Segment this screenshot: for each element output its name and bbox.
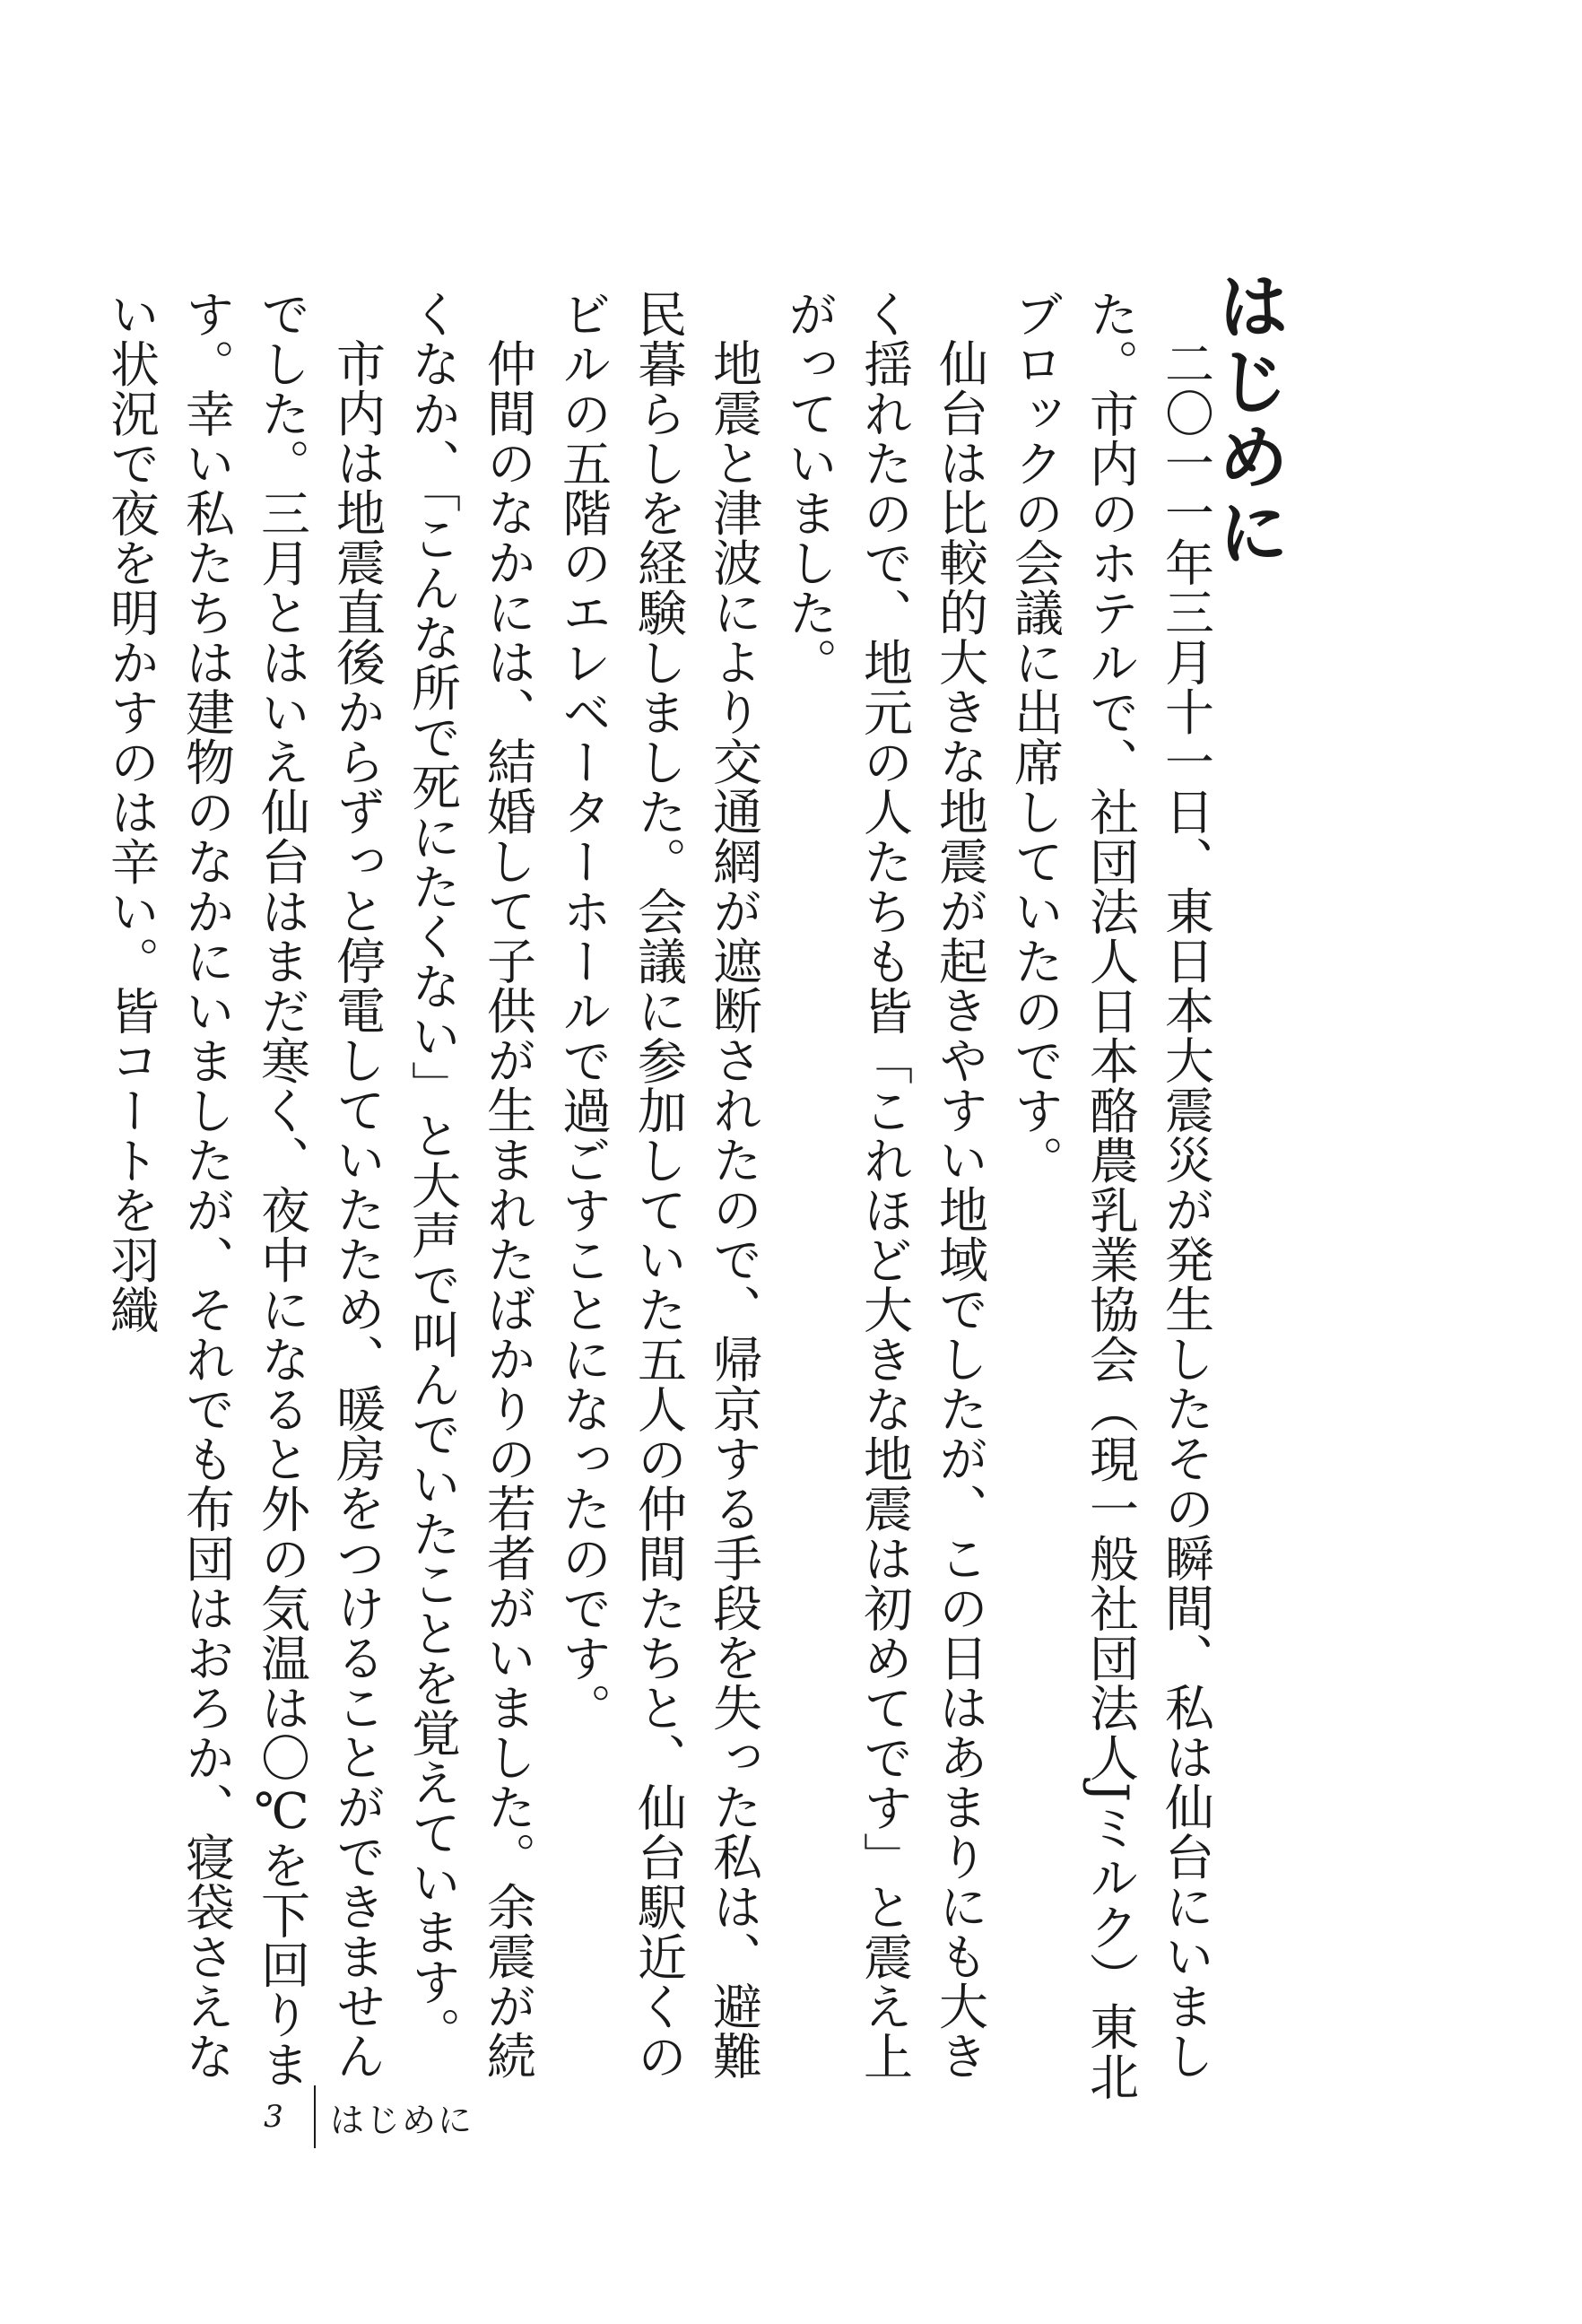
body-text <box>93 289 1223 2119</box>
running-head: はじめに <box>330 2100 474 2140</box>
paragraph-3: 地震と津波により交通網が遮断されたので、帰京する手段を失った私は、避難民暮らしを経験しました。会議に参加していた五人の仲間たちと、仙台駅近くのビルの五階のエレベーターホールで過ごすことになったのです。 <box>554 289 762 2081</box>
paragraph-4: 仲間のなかには、結婚して子供が生まれたばかりの若者がいました。余震が続くなか、「こんな所で死にたくない」と大声で叫んでいたことを覚えています。 <box>404 289 536 2081</box>
page-number: 3 <box>264 2099 283 2135</box>
footer-divider <box>314 2085 316 2148</box>
paragraph-2: 仙台は比較的大きな地震が起きやすい地域でしたが、この日はあまりにも大きく揺れたので、地元の人たちも皆「これほど大きな地震は初めてです」と震え上がっていました。 <box>780 289 988 2081</box>
paragraph-5: 市内は地震直後からずっと停電していたため、暖房をつけることができませんでした。三月とはいえ仙台はまだ寒く、夜中になると外の気温は〇℃を下回ります。幸い私たちは建物のなかにいましたが、それでも布団はおろか、寝袋さえない状況で夜を明かすのは辛い。皆コートを羽織 <box>102 289 386 2089</box>
page-footer <box>242 2085 474 2148</box>
paragraph-1: 二〇一一年三月十一日、東日本大震災が発生したその瞬間、私は仙台にいました。市内のホテルで、社団法人日本酪農乳業協会（現一般社団法人Jミルク）東北ブロックの会議に出席していたのです。 <box>1006 289 1214 2102</box>
chapter-heading: はじめに <box>1205 269 1290 570</box>
